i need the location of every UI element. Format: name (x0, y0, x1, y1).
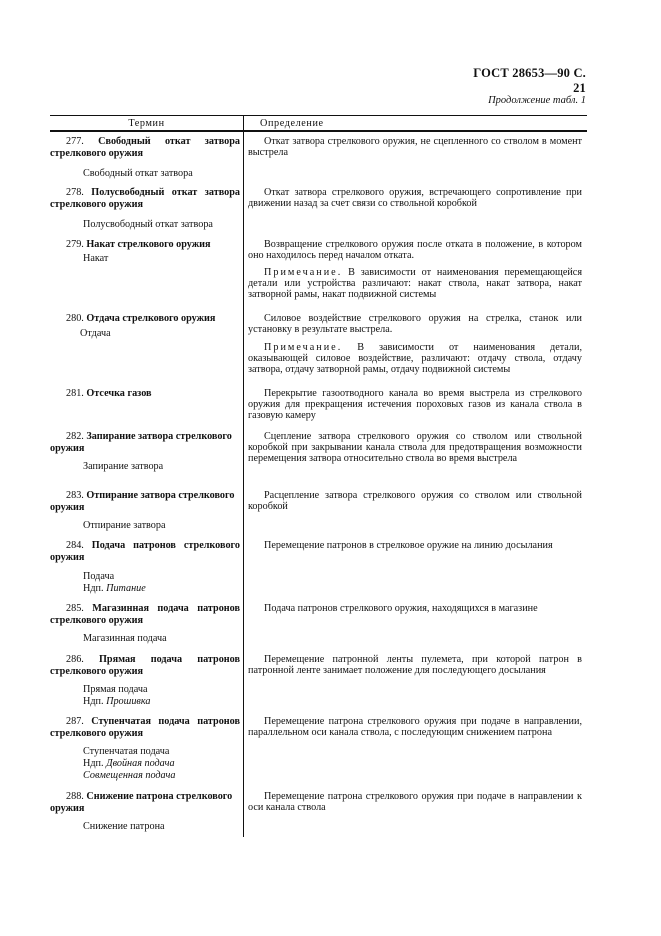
ndp-284: Ндп. Питание (83, 583, 146, 594)
synonym-283: Отпирание затвора (83, 520, 166, 531)
table-header-rule (50, 130, 587, 132)
definition-279: Возвращение стрелкового оружия после отката в положение, в котором оно находилось перед началом отката. (248, 239, 582, 262)
note-280: Примечание. В зависимости от наименования детали, оказывающей силовое воздействие, различают: отдачу ствола, отдачу затвора, отдачу затворной рамы, отдачу подвижной системы (248, 342, 582, 376)
term-280: 280. Отдача стрелкового оружия (66, 313, 216, 324)
synonym-282: Запирание затвора (83, 461, 164, 472)
definition-282: Сцепление затвора стрелкового оружия со стволом или ствольной коробкой при закрывании канала ствола для предотвращения возможности перемещения затвора относительно ствола во время выстрела (248, 431, 582, 465)
definition-280: Силовое воздействие стрелкового оружия на стрелка, станок или установку в результате выстрела. (248, 313, 582, 336)
page-header: ГОСТ 28653—90 С. 21 (473, 66, 586, 95)
definition-278: Откат затвора стрелкового оружия, встречающего сопротивление при движении назад за счет связи со ствольной коробкой (248, 187, 582, 210)
definition-283: Расцепление затвора стрелкового оружия со стволом или ствольной коробкой (248, 490, 582, 513)
synonym-277: Свободный откат затвора (83, 168, 193, 179)
ndp-287: Ндп. Двойная подача (83, 758, 175, 769)
term-278: 278. Полусвободный откат затвора стрелкового оружия (50, 187, 240, 210)
term-279: 279. Накат стрелкового оружия (66, 239, 211, 250)
term-287: 287. Ступенчатая подача патронов стрелкового оружия (50, 716, 240, 739)
note-279: Примечание. В зависимости от наименования перемещающейся детали или устройства различают: накат ствола, накат затвора, накат затворной рамы, накат подвижной системы (248, 267, 583, 301)
synonym-278: Полусвободный откат затвора (83, 219, 213, 230)
ndp-287-second: Совмещенная подача (83, 770, 176, 781)
definition-284: Перемещение патронов в стрелковое оружие на линию досылания (264, 540, 553, 551)
column-header-definition: Определение (260, 118, 324, 129)
column-header-term: Термин (128, 118, 165, 129)
term-281: 281. Отсечка газов (66, 388, 152, 399)
synonym-284: Подача (83, 571, 115, 582)
term-282: 282. Запирание затвора стрелкового оружия (50, 431, 232, 454)
term-285: 285. Магазинная подача патронов стрелкового оружия (50, 603, 241, 626)
term-288: 288. Снижение патрона стрелкового оружия (50, 791, 233, 814)
ndp-286: Ндп. Прошивка (83, 696, 151, 707)
synonym-286: Прямая подача (83, 684, 148, 695)
table-continuation-note: Продолжение табл. 1 (488, 95, 586, 106)
definition-287: Перемещение патрона стрелкового оружия при подаче в направлении, параллельном оси канала ствола, с последующим снижением патрона (248, 716, 582, 739)
definition-277: Откат затвора стрелкового оружия, не сцепленного со стволом в момент выстрела (248, 136, 582, 159)
synonym-285: Магазинная подача (83, 633, 167, 644)
synonym-288: Снижение патрона (83, 821, 165, 832)
term-286: 286. Прямая подача патронов стрелкового оружия (50, 654, 240, 677)
definition-281: Перекрытие газоотводного канала во время выстрела из стрелкового оружия для прекращения истечения пороховых газов из канала ствола в газовую камеру (248, 388, 582, 422)
column-divider (243, 115, 244, 837)
terms-table (50, 115, 587, 837)
synonym-280: Отдача (80, 328, 111, 339)
synonym-279: Накат (83, 253, 109, 264)
term-284: 284. Подача патронов стрелкового оружия (50, 540, 240, 563)
definition-288: Перемещение патрона стрелкового оружия при подаче в направлении к оси канала ствола (248, 791, 582, 814)
table-top-rule (50, 115, 587, 116)
definition-286: Перемещение патронной ленты пулемета, при которой патрон в патронной ленте занимает положение для последующего досылания (248, 654, 582, 677)
term-277: 277. Свободный откат затвора стрелкового оружия (50, 136, 241, 159)
definition-285: Подача патронов стрелкового оружия, находящихся в магазине (264, 603, 538, 614)
synonym-287: Ступенчатая подача (83, 746, 170, 757)
term-283: 283. Отпирание затвора стрелкового оружия (50, 490, 235, 513)
